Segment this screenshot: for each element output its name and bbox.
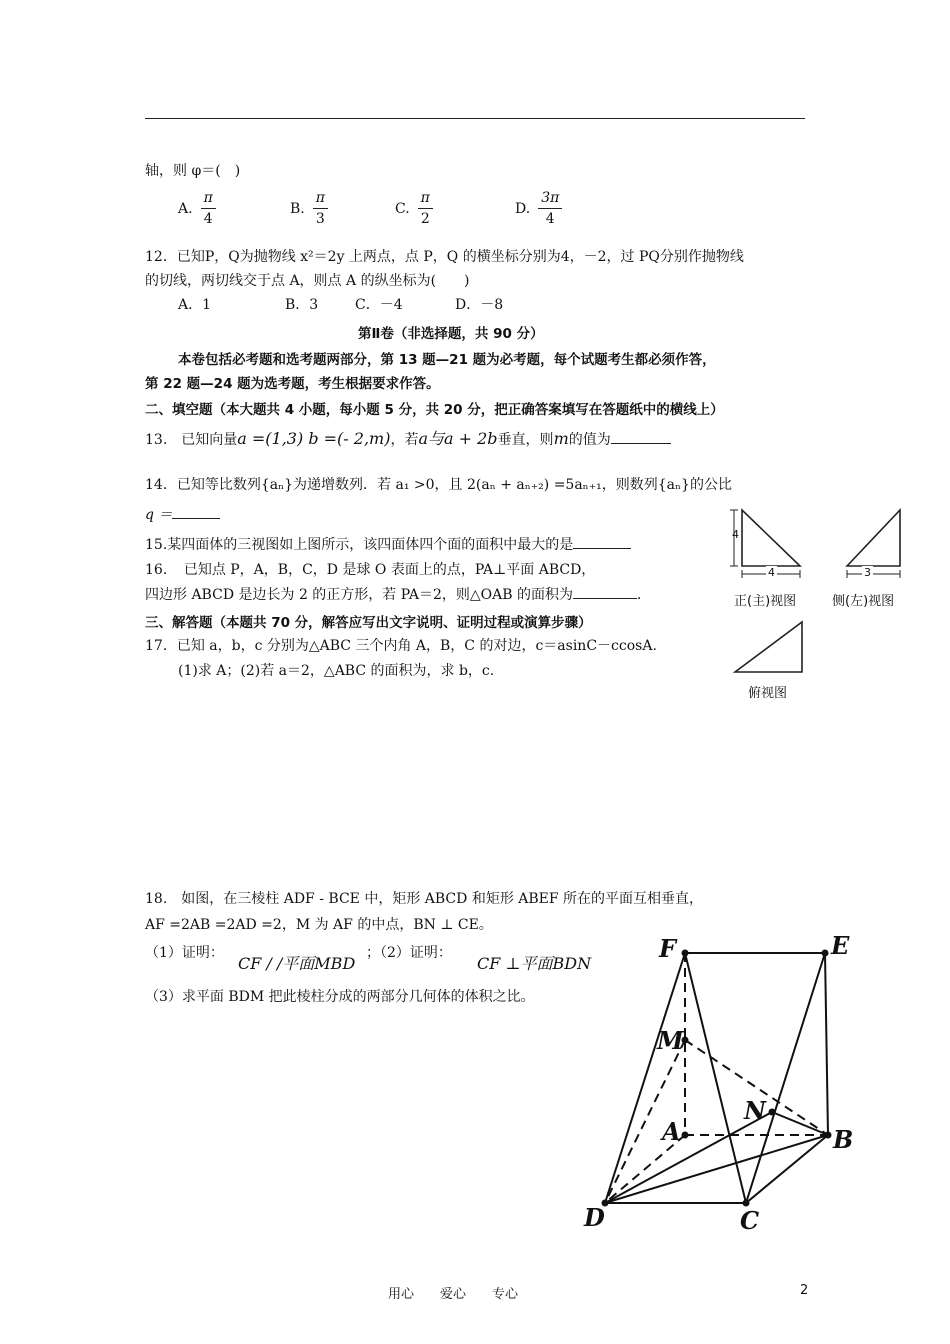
edge-FC	[685, 953, 746, 1203]
point-B-label: B	[833, 1125, 854, 1154]
q18-line2: AF =2AB =2AD =2，M 为 AF 的中点，BN ⊥ CE。	[145, 917, 493, 933]
q11-option-fraction	[418, 188, 433, 229]
q11-option-num: π	[201, 188, 216, 209]
q16-line2	[145, 584, 651, 604]
part2-title: 第Ⅱ卷（非选择题，共 90 分）	[358, 326, 544, 342]
q11-option-3	[515, 188, 562, 229]
q12-line1: 12．已知P，Q为抛物线 x²＝2y 上两点，点 P，Q 的横坐标分别为4，－2，过 PQ分别作抛物线	[145, 249, 744, 265]
q11-option-fraction	[538, 188, 562, 229]
q16-end: ．	[637, 587, 651, 603]
side-view-triangle	[847, 510, 900, 566]
front-height-label: 4	[732, 528, 739, 541]
q16-answer-blank[interactable]	[573, 584, 637, 599]
q11-option-label: B.	[290, 200, 305, 217]
q18-part1-label: （1）证明：	[145, 945, 224, 961]
q11-option-label: D.	[515, 200, 531, 217]
front-view-triangle	[742, 510, 800, 566]
q17-line1: 17．已知 a，b，c 分别为△ABC 三个内角 A，B，C 的对边，c＝asinC－ccosA.	[145, 638, 657, 654]
q11-option-2	[395, 188, 433, 229]
q15-answer-blank[interactable]	[573, 534, 631, 549]
q14-line2	[145, 504, 220, 524]
q11-option-den: 4	[545, 211, 555, 227]
section2-title: 二、填空题（本大题共 4 小题，每小题 5 分，共 20 分，把正确答案填写在答题纸中的横线上）	[145, 402, 724, 418]
q18-part2-label: ；（2）证明：	[366, 945, 452, 961]
part2-intro2: 第 22 题—24 题为选考题，考生根据要求作答。	[145, 376, 440, 392]
q11-option-num: 3π	[538, 188, 562, 209]
q11-option-1	[290, 188, 328, 229]
q18-part3: （3）求平面 BDM 把此棱柱分成的两部分几何体的体积之比。	[145, 989, 535, 1005]
edge-EC	[746, 953, 825, 1203]
q13-mid: ，若	[390, 432, 419, 448]
footer-slogan: 用心 爱心 专心	[388, 1287, 519, 1302]
point-D-label: D	[584, 1203, 605, 1232]
q12-option-b: B．3	[285, 297, 319, 313]
page-number: 2	[800, 1283, 809, 1298]
q16-line1: 16． 已知点 P，A，B，C，D 是球 O 表面上的点，PA⊥平面 ABCD，	[145, 562, 596, 578]
section3-title: 三、解答题（本题共 70 分，解答应写出文字说明、证明过程或演算步骤）	[145, 615, 592, 631]
top-view-triangle	[735, 622, 802, 672]
point-C-label: C	[740, 1206, 760, 1235]
prism-figure	[580, 930, 870, 1240]
q11-option-den: 4	[203, 211, 213, 227]
q14-answer-blank[interactable]	[172, 504, 220, 519]
point-F-label: F	[659, 934, 677, 963]
front-width-label: 4	[768, 566, 775, 579]
q14-line1: 14．已知等比数列{aₙ}为递增数列．若 a₁ >0，且 2(aₙ + aₙ₊₂) =5aₙ₊₁，则数列{aₙ}的公比	[145, 477, 732, 493]
q18-part2-math: CF ⊥平面BDN	[477, 954, 592, 973]
q13-end: 的值为	[568, 432, 611, 448]
edge-CB	[746, 1135, 828, 1203]
q11-option-num: π	[418, 188, 433, 209]
top-view-label: 俯视图	[748, 686, 788, 701]
q11-option-den: 2	[420, 211, 430, 227]
q11-option-num: π	[313, 188, 328, 209]
q11-option-label: A.	[178, 200, 193, 217]
q16-text: 四边形 ABCD 是边长为 2 的正方形，若 PA＝2，则△OAB 的面积为	[145, 587, 573, 603]
q13-vectors: a =(1,3) b =(- 2,m)	[237, 429, 391, 448]
q11-tail-line: 轴，则 φ＝( )	[145, 163, 241, 179]
q12-option-c: C．－4	[355, 297, 403, 313]
q14-q-label: q ＝	[145, 507, 173, 523]
q13-var: m	[553, 429, 569, 448]
point-N-label: N	[744, 1096, 766, 1125]
q13-condition: a与a + 2b	[418, 429, 498, 448]
edge-DB	[605, 1135, 828, 1203]
side-width-label: 3	[864, 566, 871, 579]
q13-line	[145, 426, 671, 449]
q15-text: 15.某四面体的三视图如上图所示，该四面体四个面的面积中最大的是	[145, 537, 574, 553]
q13-answer-blank[interactable]	[611, 429, 671, 444]
q18-part1-math: CF / /平面MBD	[238, 954, 356, 973]
front-view-label: 正(主)视图	[734, 594, 797, 609]
q11-option-fraction	[313, 188, 328, 229]
q17-line2: (1)求 A；(2)若 a＝2，△ABC 的面积为，求 b，c.	[178, 663, 495, 679]
q11-option-0	[178, 188, 216, 229]
q15-line	[145, 534, 631, 554]
edge-EB	[825, 953, 828, 1135]
point-M-label: M	[657, 1026, 684, 1055]
q13-prefix: 13. 已知向量	[145, 432, 238, 448]
q11-option-den: 3	[315, 211, 325, 227]
q18-line1: 18. 如图，在三棱柱 ADF - BCE 中，矩形 ABCD 和矩形 ABEF 所在的平面互相垂直，	[145, 891, 704, 907]
q13-suffix: 垂直，则	[497, 432, 554, 448]
part2-intro1: 本卷包括必考题和选考题两部分，第 13 题—21 题为必考题，每个试题考生都必须作答，	[178, 352, 716, 368]
q12-option-d: D．－8	[455, 297, 504, 313]
q12-line2: 的切线，两切线交于点 A，则点 A 的纵坐标为( )	[145, 273, 470, 289]
q11-option-label: C.	[395, 200, 410, 217]
q12-option-a: A．1	[178, 297, 212, 313]
point-A-label: A	[662, 1117, 681, 1146]
header-rule	[145, 118, 805, 119]
q11-option-fraction	[201, 188, 216, 229]
point-E-label: E	[831, 931, 850, 960]
side-view-label: 侧(左)视图	[832, 594, 895, 609]
